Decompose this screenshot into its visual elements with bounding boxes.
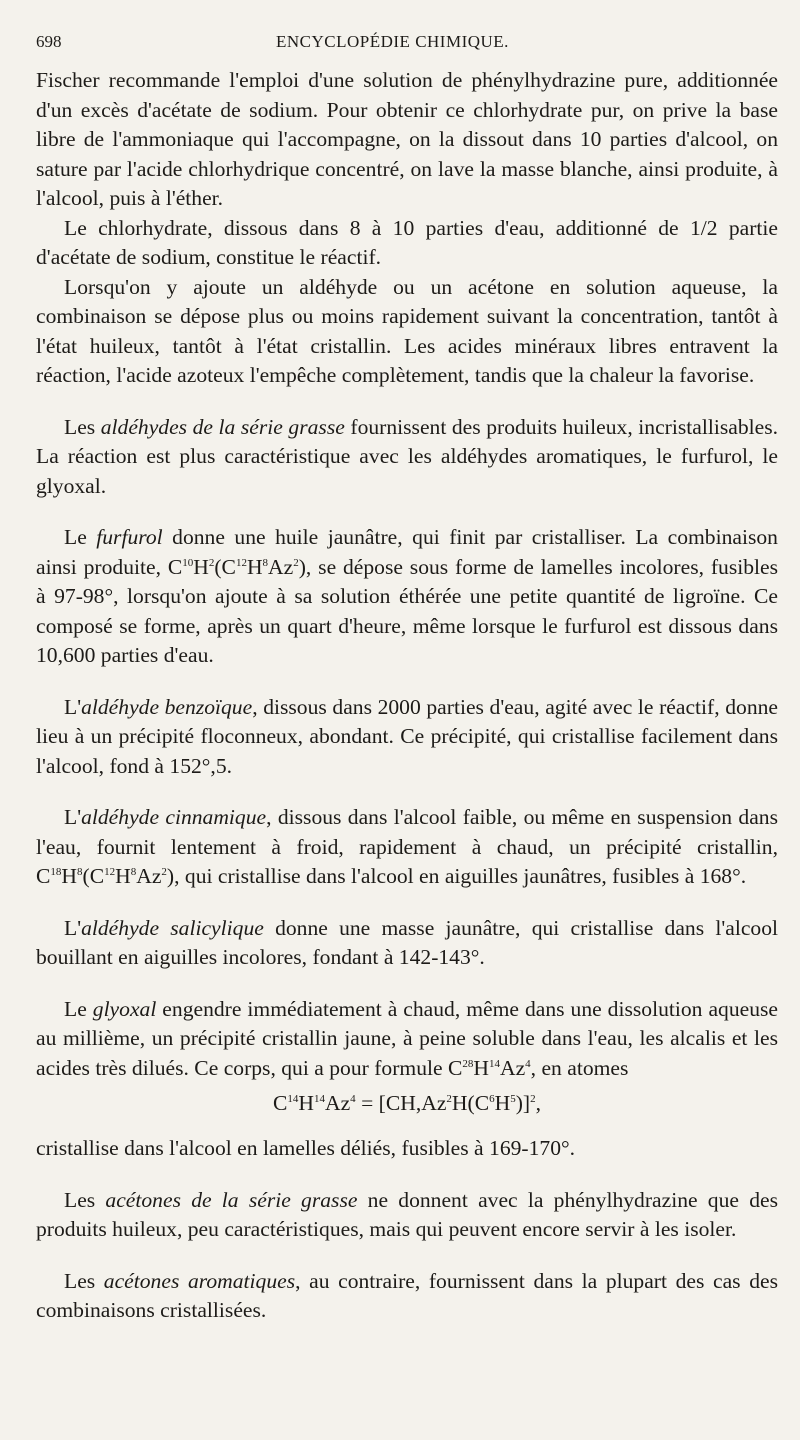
term-aldehyde-benzoique: aldéhyde benzoïque xyxy=(81,694,253,719)
paragraph-fischer: Fischer recommande l'emploi d'une solution de phénylhydrazine pure, additionnée d'un excès d'acétate de sodium. Pour obtenir ce chlorhydrate pur, on prive la base libre de l'ammoniaque qui l'accompagne, on la dissout dans 10 parties d'alcool, on sature par l'acide chlorhydrique concentré, on lave la masse blanche, ainsi produite, à l'alcool, puis à l'éther. xyxy=(36,68,778,210)
paragraph-glyoxal-continued: cristallise dans l'alcool en lamelles déliés, fusibles à 169-170°. xyxy=(36,1136,576,1160)
paragraph-reaction: Lorsqu'on y ajoute un aldéhyde ou un acétone en solution aqueuse, la combinaison se dépose plus ou moins rapidement suivant la concentration, tantôt à l'état huileux, tantôt à l'état cristallin. Les acides minéraux libres entravent la réaction, l'acide azoteux l'empêche complètement, tandis que la chaleur la favorise. xyxy=(36,274,778,387)
term-aldehydes-serie-grasse: aldéhydes de la série grasse xyxy=(100,414,345,439)
page-number: 698 xyxy=(36,32,62,51)
paragraph-serie-grasse: Les aldéhydes de la série grasse fournissent des produits huileux, incristallisables. La réaction est plus caractéristique avec les aldéhydes aromatiques, le furfurol, le glyoxal. xyxy=(36,414,778,498)
page-header xyxy=(36,32,778,58)
term-acetones-serie-grasse: acétones de la série grasse xyxy=(105,1187,358,1212)
glyoxal-formula: $C^{14}H^{14}Az^4 = [CH,Az^2H(C^6H^5)]^2$, xyxy=(272,1091,542,1115)
term-acetones-aromatiques: acétones aromatiques xyxy=(103,1268,296,1293)
term-aldehyde-cinnamique: aldéhyde cinnamique xyxy=(81,805,267,829)
paragraph-furfurol: Le furfurol donne une huile jaunâtre, qui finit par cristalliser. La combinaison ainsi produite, $C^{10}H^2(C^{12}H^8Az^2)$, se dépose sous forme de lamelles incolores, fusibles à 97-98°, lorsqu'on ajoute à sa solution éthérée une petite quantité de ligroïne. Ce composé se forme, après un quart d'heure, même lorsque le furfurol est dissous dans 10,600 parties d'eau. xyxy=(36,525,779,667)
paragraph-cinnamique: L'aldéhyde cinnamique, dissous dans l'alcool faible, ou même en suspension dans l'eau, fournit lentement à froid, rapidement à chaud, un précipité cristallin, $C^{18}H^8(C^{12}H^8Az^2)$, qui cristallise dans l'alcool en aiguilles jaunâtres, fusibles à 168°. xyxy=(36,805,779,888)
running-title: ENCYCLOPÉDIE CHIMIQUE. xyxy=(276,32,509,51)
paragraph-benzoique: L'aldéhyde benzoïque, dissous dans 2000 parties d'eau, agité avec le réactif, donne lieu à un précipité floconneux, abondant. Ce précipité, qui cristallise facilement dans l'alcool, fond à 152°,5. xyxy=(36,694,778,778)
term-aldehyde-salicylique: aldéhyde salicylique xyxy=(81,915,264,940)
paragraph-acetones-aromatiques: Les acétones aromatiques, au contraire, fournissent dans la plupart des cas des combinaisons cristallisées. xyxy=(36,1268,778,1322)
paragraph-acetones-grasses: Les acétones de la série grasse ne donnent avec la phénylhydrazine que des produits huileux, peu caractéristiques, mais qui peuvent encore servir à les isoler. xyxy=(36,1187,778,1241)
term-glyoxal: glyoxal xyxy=(92,996,157,1021)
term-furfurol: furfurol xyxy=(96,525,163,549)
paragraph-salicylique: L'aldéhyde salicylique donne une masse jaunâtre, qui cristallise dans l'alcool bouillant en aiguilles incolores, fondant à 142-143°. xyxy=(36,915,778,969)
paragraph-chlorhydrate: Le chlorhydrate, dissous dans 8 à 10 parties d'eau, additionné de 1/2 partie d'acétate de sodium, constitue le réactif. xyxy=(36,215,778,269)
paragraph-glyoxal: Le glyoxal engendre immédiatement à chaud, même dans une dissolution aqueuse au millième, un précipité cristallin jaune, à peine soluble dans l'eau, les alcalis et les acides très dilués. Ce corps, qui a pour formule $C^{28}H^{14}Az^4$, en atomes xyxy=(36,996,778,1080)
